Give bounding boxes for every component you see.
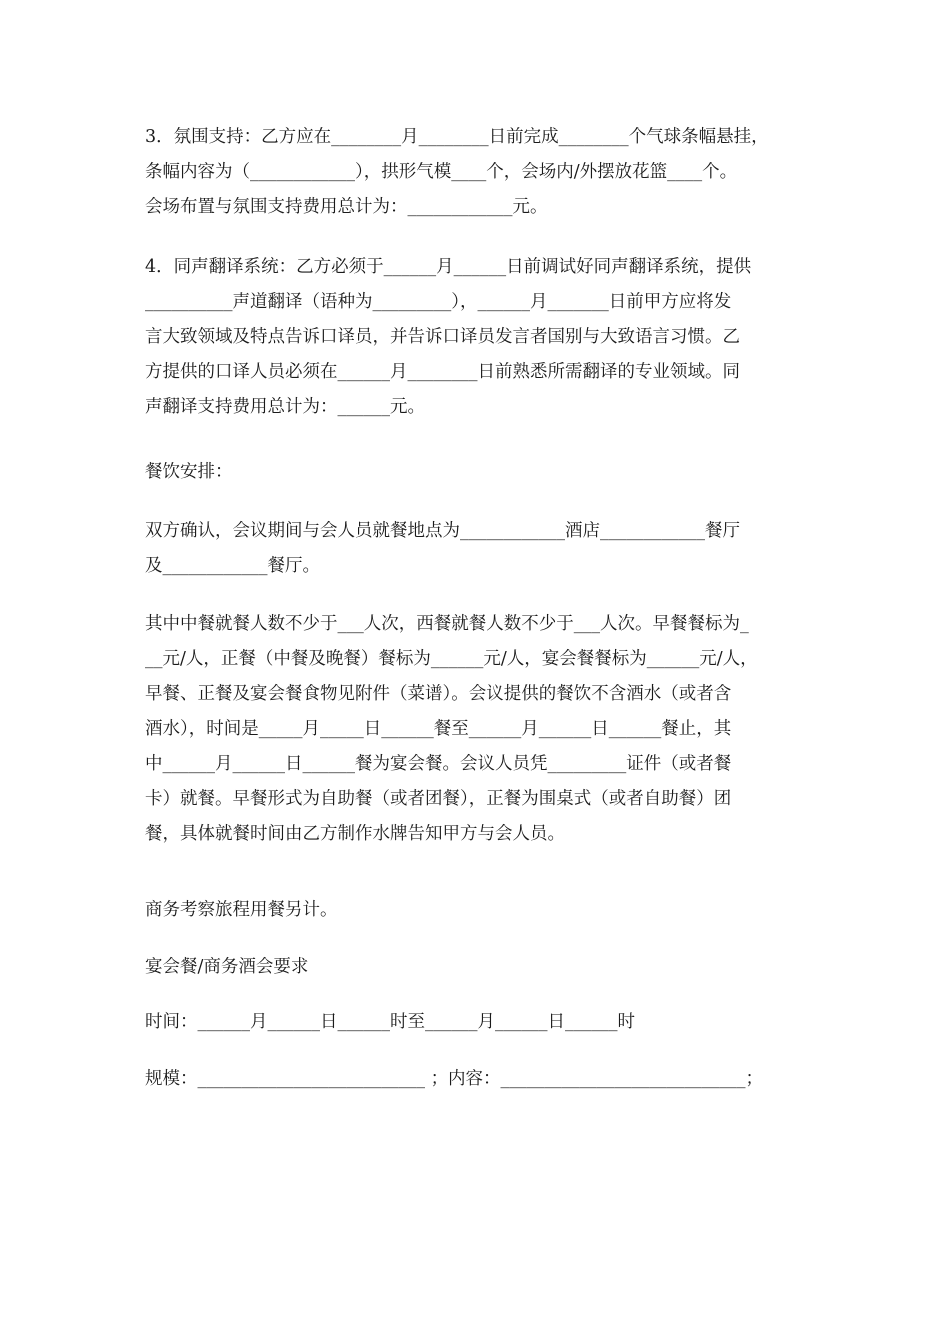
banquet-heading [145,950,825,985]
catering-location-paragraph [145,514,825,584]
text-line: 规模：__________________________ ；内容：____________________________； [145,1069,764,1089]
heading-text: 宴会餐/商务酒会要求 [145,957,309,977]
text-line: 卡）就餐。早餐形式为自助餐（或者团餐），正餐为围桌式（或者自助餐）团 [145,789,732,809]
catering-detail-paragraph [145,607,825,852]
text-line: 3．氛围支持：乙方应在________月________日前完成________个气球条幅悬挂， [145,127,769,147]
heading-text: 餐饮安排： [145,462,233,482]
text-line: 早餐、正餐及宴会餐食物见附件（菜谱）。会议提供的餐饮不含酒水（或者含 [145,684,732,704]
banquet-scale-content-line [145,1062,825,1097]
text-line: 言大致领域及特点告诉口译员，并告诉口译员发言者国别与大致语言习惯。乙 [145,327,740,347]
text-line: 条幅内容为（____________），拱形气模____个，会场内/外摆放花篮____个。 [145,162,738,182]
text-line: 及____________餐厅。 [145,556,320,576]
text-line: 商务考察旅程用餐另计。 [145,900,338,920]
text-line: 中______月______日______餐为宴会餐。会议人员凭_________证件（或者餐 [145,754,732,774]
section-3-atmosphere-support [145,120,825,225]
section-4-simultaneous-interpretation [145,250,825,425]
text-line: __________声道翻译（语种为_________），______月_______日前甲方应将发 [145,292,732,312]
text-line: 方提供的口译人员必须在______月________日前熟悉所需翻译的专业领域。同 [145,362,740,382]
text-line: 其中中餐就餐人数不少于___人次，西餐就餐人数不少于___人次。早餐餐标为_ [145,614,749,634]
text-line: 4．同声翻译系统：乙方必须于______月______日前调试好同声翻译系统，提供 [145,257,752,277]
catering-heading [145,455,825,490]
banquet-time-line [145,1005,825,1040]
text-line: 餐，具体就餐时间由乙方制作水牌告知甲方与会人员。 [145,824,565,844]
text-line: 会场布置与氛围支持费用总计为：____________元。 [145,197,548,217]
business-tour-note [145,893,825,928]
text-line: __元/人，正餐（中餐及晚餐）餐标为______元/人，宴会餐餐标为______元/人， [145,649,758,669]
text-line: 时间：______月______日______时至______月______日______时 [145,1012,635,1032]
text-line: 酒水），时间是_____月_____日______餐至______月______日______餐止，其 [145,719,732,739]
text-line: 声翻译支持费用总计为：______元。 [145,397,425,417]
text-line: 双方确认，会议期间与会人员就餐地点为____________酒店____________餐厅 [145,521,740,541]
